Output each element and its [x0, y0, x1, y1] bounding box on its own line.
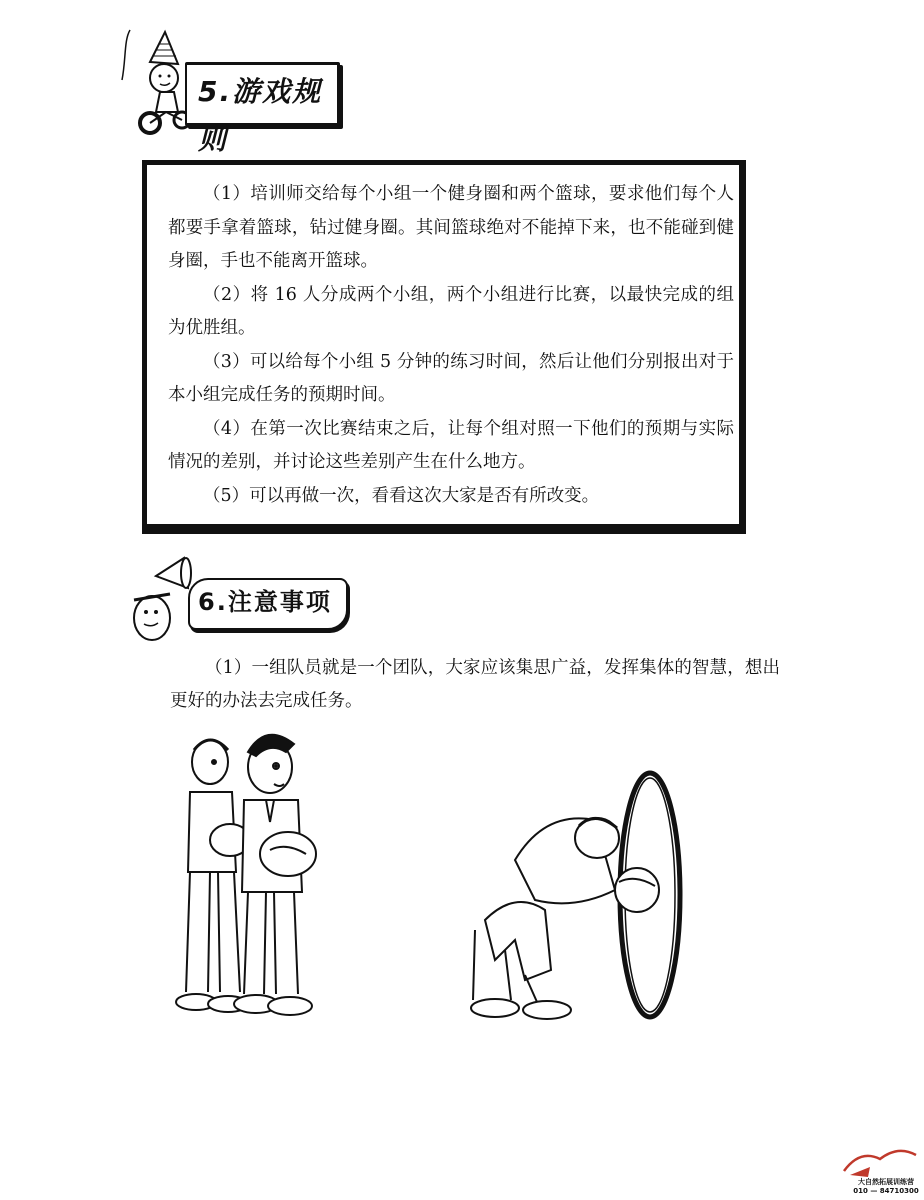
- player-through-hoop-illustration: [455, 770, 685, 1035]
- rule-item: （3）可以给每个小组 5 分钟的练习时间，然后让他们分别报出对于本小组完成任务的预期时间。: [168, 351, 734, 405]
- rule-item: （4）在第一次比赛结束之后，让每个组对照一下他们的预期与实际情况的差别，并讨论这些差别产生在什么地方。: [168, 418, 734, 472]
- notes-text: [170, 652, 780, 718]
- note-item: （1）一组队员就是一个团队，大家应该集思广益，发挥集体的智慧，想出更好的办法去完成任务。: [170, 658, 780, 711]
- rule-item: （2）将 16 人分成两个小组，两个小组进行比赛，以最快完成的组为优胜组。: [168, 284, 734, 338]
- section6-title: 6.注意事项: [198, 588, 332, 616]
- section5-title: 5.游戏规则: [198, 75, 323, 156]
- rule-item: （5）可以再做一次，看看这次大家是否有所改变。: [203, 485, 600, 506]
- rules-text: [168, 178, 734, 513]
- rule-item: （1）培训师交给每个小组一个健身圈和两个篮球，要求他们每个人都要手拿着篮球，钻过健身圈。其间篮球绝对不能掉下来，也不能碰到健身圈，手也不能离开篮球。: [168, 184, 734, 271]
- logo-line1: 大自然拓展训练营: [858, 1178, 914, 1186]
- logo-line2: 010 — 84710300: [853, 1187, 919, 1195]
- publisher-logo-text: [850, 1178, 922, 1196]
- two-players-holding-balls-illustration: [170, 722, 345, 1022]
